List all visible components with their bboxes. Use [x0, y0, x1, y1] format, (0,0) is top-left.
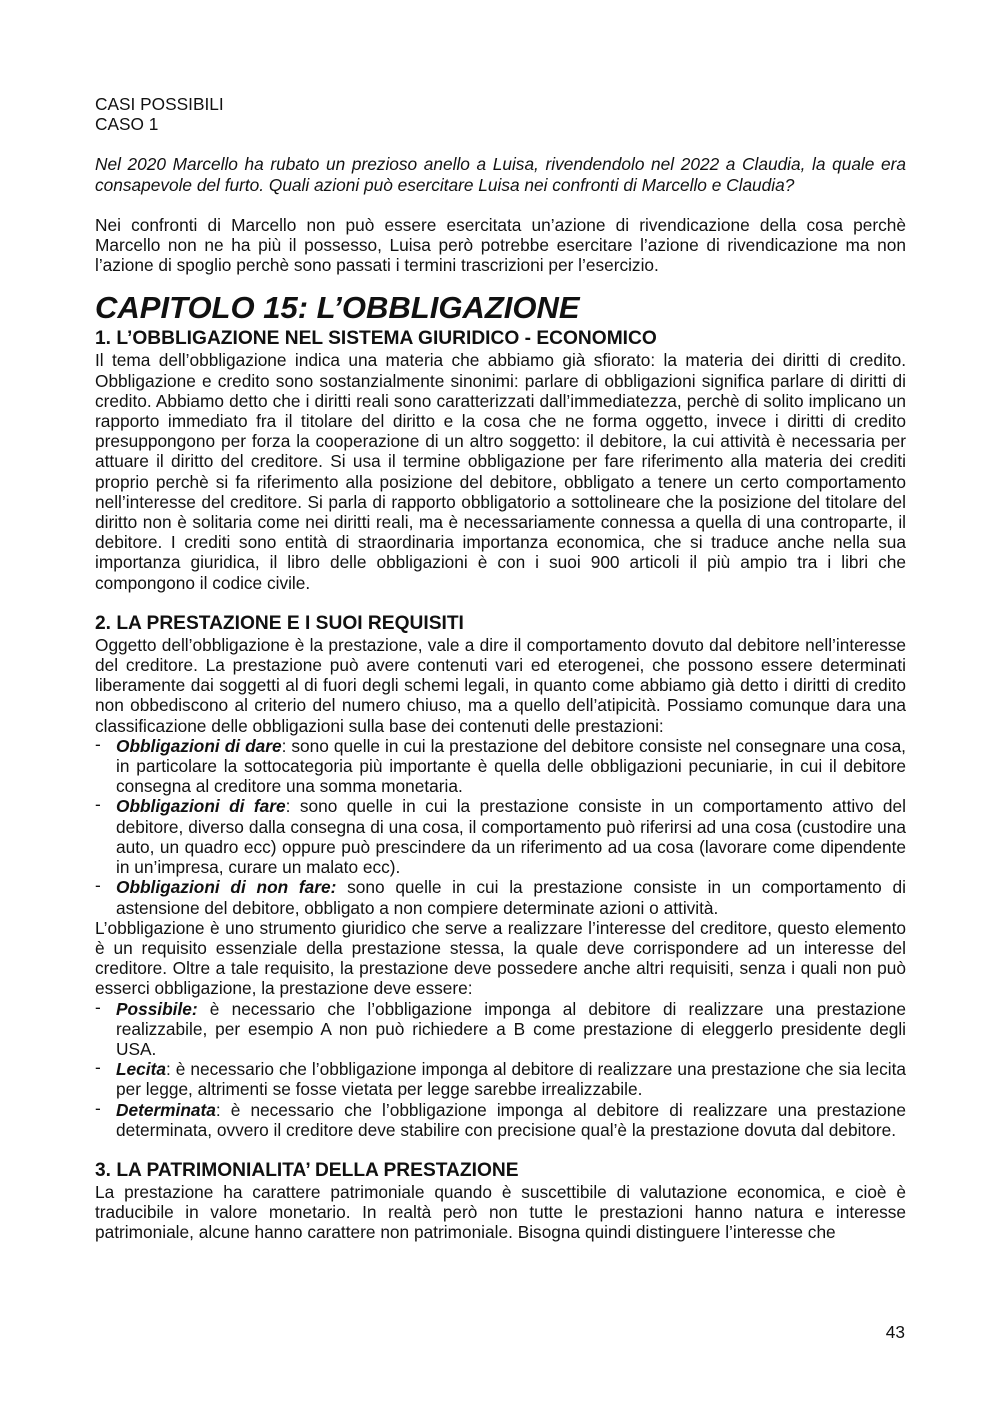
list-item-text: : sono quelle in cui la prestazione consiste in un comportamento attivo del debitore, diverso dalla consegna di una cosa, il comportamento può riferirsi ad una cosa (custodire una auto, un quadro ecc) oppure può prescindere da un riferimento ad ua cosa (lavorare come dipendente in un’impresa, curare un malato ecc).	[116, 796, 906, 878]
section-2-middle: L’obbligazione è uno strumento giuridico che serve a realizzare l’interesse del creditore, questo elemento è un requisito essenziale della prestazione stessa, la quale deve corrispondere ad un interesse del creditore. Oltre a tale requisito, la prestazione deve possedere anche altri requisiti, senza i quali non può esserci obbligazione, la prestazione deve essere:	[95, 917, 906, 999]
case-answer: Nei confronti di Marcello non può essere esercitata un’azione di rivendicazione della cosa perchè Marcello non ne ha più il possesso, Luisa però potrebbe esercitare l’azione di rivendicazione ma non l’azione di spoglio perchè sono passati i termini trascrizioni per l’esercizio.	[95, 214, 906, 276]
bullet-dash: -	[95, 1057, 101, 1078]
list-item-text: sono quelle in cui la prestazione consiste in un comportamento di astensione del debitore, obbligato a non compiere determinate azioni o attività.	[116, 877, 906, 918]
list-item-text: : è necessario che l’obbligazione imponga al debitore di realizzare una prestazione determinata, ovvero il creditore deve stabilire con precisione qual’è la prestazione dovuta dal debitore.	[116, 1099, 906, 1140]
list-item-term: Obbligazioni di non fare:	[116, 877, 337, 898]
list-item-term: Determinata	[116, 1099, 216, 1120]
bullet-dash: -	[95, 733, 101, 754]
list-item-text: : è necessario che l’obbligazione imponga al debitore di realizzare una prestazione che sia lecita per legge, altrimenti se fosse vietata per legge sarebbe irrealizzabile.	[116, 1059, 906, 1100]
chapter-title: CAPITOLO 15: L’OBBLIGAZIONE	[95, 290, 580, 326]
page-content	[95, 94, 906, 1243]
list-item	[95, 877, 906, 917]
bullet-dash: -	[95, 794, 101, 815]
section-1-body: Il tema dell’obbligazione indica una materia che abbiamo già sfiorato: la materia dei diritti di credito. Obbligazione e credito sono sostanzialmente sinonimi: parlare di obbligazioni significa parlare di diritti di credito. Abbiamo detto che i diritti reali sono caratterizzati dall’immediatezza, perchè di solito implicano un rapporto immediato fra il titolare del diritto e la cosa che ne forma oggetto, invece i diritti di credito presuppongono per forza la cooperazione di un altro soggetto: il debitore, la cui attività è necessaria per attuare il diritto del creditore. Si usa il termine obbligazione per fare riferimento alla materia dei crediti proprio perchè si fa riferimento alla posizione del debitore, obbligato a tenere un certo comportamento nell’interesse del creditore. Si parla di rapporto obbligatorio a sottolineare che la posizione del titolare del diritto non è solitaria come nei diritti reali, ma è necessariamente connessa a quella di una controparte, il debitore. I crediti sono entità di straordinaria importanza economica, che si traduce anche nella sua importanza giuridica, il libro delle obbligazioni è con i suoi 900 articoli il più ampio tra i libri che compongono il codice civile.	[95, 350, 906, 593]
bullet-dash: -	[95, 996, 101, 1017]
case-question: Nel 2020 Marcello ha rubato un prezioso anello a Luisa, rivendendolo nel 2022 a Claudia, la quale era consapevole del furto. Quali azioni può esercitare Luisa nei confronti di Marcello e Claudia?	[95, 154, 906, 195]
list-item-term: Lecita	[116, 1059, 166, 1080]
list-item-text: : sono quelle in cui la prestazione del debitore consiste nel consegnare una cosa, in particolare la sottocategoria più importante è quella delle obbligazioni pecuniarie, in cui il debitore consegna al creditore una somma monetaria.	[116, 735, 906, 797]
list-item	[95, 1097, 906, 1140]
list-item-text: è necessario che l’obbligazione imponga al debitore di realizzare una prestazione realizzabile, per esempio A non può richiedere a B come prestazione di eleggerlo presidente degli USA.	[116, 998, 906, 1059]
list-item-term: Possibile:	[116, 998, 198, 1019]
list-item	[95, 1059, 906, 1099]
list-item	[95, 996, 906, 1060]
obligation-types-list	[95, 733, 906, 918]
section-2-heading: 2. LA PRESTAZIONE E I SUOI REQUISITI	[95, 612, 464, 634]
section-1-heading: 1. L’OBBLIGAZIONE NEL SISTEMA GIURIDICO - ECONOMICO	[95, 328, 657, 350]
section-3-heading: 3. LA PATRIMONIALITA’ DELLA PRESTAZIONE	[95, 1159, 519, 1181]
bullet-dash: -	[95, 1097, 101, 1118]
requirements-list	[95, 996, 906, 1140]
list-item	[95, 796, 906, 877]
list-item-term: Obbligazioni di dare	[116, 735, 282, 756]
list-item	[95, 733, 906, 797]
case-label: CASO 1	[95, 114, 159, 135]
bullet-dash: -	[95, 875, 101, 896]
section-3-body: La prestazione ha carattere patrimoniale quando è suscettibile di valutazione economica, e cioè è traducibile in valore monetario. In realtà però non tutte le prestazioni hanno natura e interesse patrimoniale, alcune hanno carattere non patrimoniale. Bisogna quindi distinguere l’interesse che	[95, 1181, 906, 1243]
section-2-intro: Oggetto dell’obbligazione è la prestazione, vale a dire il comportamento dovuto dal debitore nell’interesse del creditore. La prestazione può avere contenuti vari ed eterogenei, che possono essere determinati liberamente dai soggetti al di fuori degli schemi legali, in quanto come abbiamo già detto i diritti di credito non obbediscono al criterio del numero chiuso, ma a quello dell’atipicità. Possiamo comunque dara una classificazione delle obbligazioni sulla base dei contenuti delle prestazioni:	[95, 634, 906, 736]
list-item-term: Obbligazioni di fare	[116, 796, 286, 817]
cases-title: CASI POSSIBILI	[95, 94, 224, 114]
page-number: 43	[885, 1322, 905, 1342]
